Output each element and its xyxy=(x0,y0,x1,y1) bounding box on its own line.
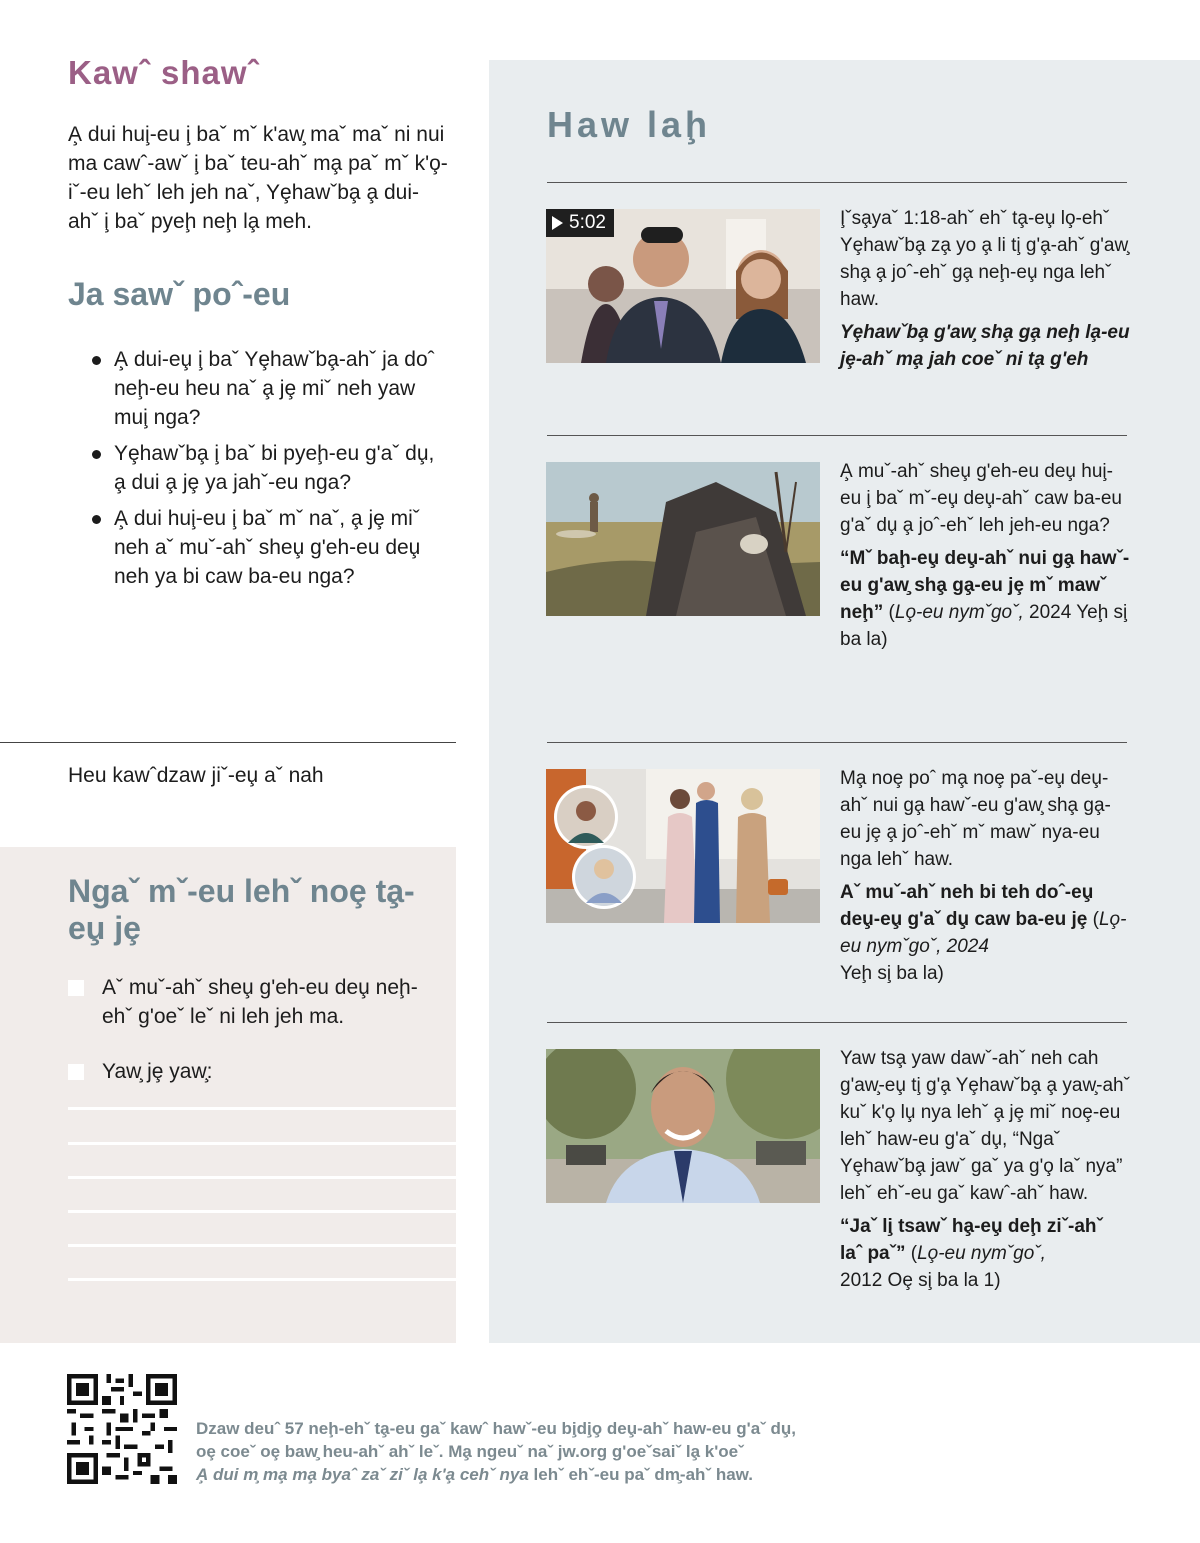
footer-line xyxy=(196,1463,896,1486)
writing-line xyxy=(68,1244,456,1247)
card-question: I̧ˇsa̧yaˇ 1:18-ahˇ ehˇ ta̧-eu̧ lo̧-ehˇ Yȩhawˇba̧ za̧ yo a̧ li ti̧ g'a̧-ahˇ g'aw̧ sha̧ a̧ joˆ-ehˇ ga̧ neḩ-eu̧ nga lehˇ haw. xyxy=(840,208,1129,310)
reference-date: Yeḩ si̧ ba la) xyxy=(840,963,944,984)
bullet-icon xyxy=(92,450,101,459)
qr-code-icon[interactable] xyxy=(67,1374,177,1484)
shepherd-illustration xyxy=(546,462,820,616)
card-text xyxy=(840,205,1130,373)
question-item xyxy=(92,345,448,432)
writing-line xyxy=(68,1210,456,1213)
card-text xyxy=(840,765,1130,987)
question-item xyxy=(92,439,448,497)
reference-title: Aˇ muˇ-ahˇ neh bi teh doˆ-eu̧ deu̧-eu̧ g'aˇ du̧ caw ba-eu jȩ xyxy=(840,882,1094,930)
questions-title: Ja sawˇ poˆ-eu xyxy=(68,276,291,312)
reference-date: 2012 Oȩ si̧ ba la 1) xyxy=(840,1270,1001,1291)
article-thumbnail[interactable] xyxy=(546,462,820,616)
summary-text: A̧ dui hui̧-eu i̧ baˇ mˇ k'aw̧ maˇ maˇ ni nui ma cawˆ-awˇ i̧ baˇ teu-ahˇ ma̧ paˇ mˇ k'o̧-iˇ-eu lehˇ leh jeh naˇ, Yȩhawˇba̧ a̧ dui-ahˇ i̧ baˇ pyeḩ neḩ la̧ meh. xyxy=(68,123,448,233)
footer-line: oȩ coeˇ oȩ baw̧ heu-ahˇ ahˇ leˇ. Ma̧ ngeuˇ naˇ jw.org g'oeˇsaiˇ la̧ k'oeˇ xyxy=(196,1442,744,1461)
checkbox-icon[interactable] xyxy=(68,1064,84,1080)
card-reference[interactable]: Yȩhawˇba̧ g'aw̧ sha̧ ga̧ neḩ la̧-eu jȩ-ahˇ ma̧ jah coeˇ ni ta̧ g'eh xyxy=(840,322,1130,370)
learn-more-title: Haw laḩ xyxy=(547,104,712,145)
play-icon[interactable] xyxy=(552,216,563,230)
card-reference[interactable]: “Mˇ baḩ-eu̧ deu̧-ahˇ nui ga̧ hawˇ-eu g'aw̧ sha̧ ga̧-eu jȩ mˇ mawˇ neḩ” (Lo̧-eu nymˇgoˇ, 2024 Yeḩ si̧ ba la) xyxy=(840,548,1130,650)
question-text: Yȩhawˇba̧ i̧ baˇ bi pyeḩ-eu g'aˇ du̧, a̧ dui a̧ jȩ ya jahˇ-eu nga? xyxy=(114,442,435,494)
video-thumbnail[interactable] xyxy=(546,209,820,363)
video-duration-badge[interactable] xyxy=(546,209,614,237)
bible-note: Heu kawˆdzaw jiˇ-eu̧ aˇ nah xyxy=(68,764,324,787)
reference-source: Lo̧-eu nymˇgoˇ, 2024 xyxy=(840,909,1127,957)
article-thumbnail[interactable] xyxy=(546,769,820,923)
writing-line xyxy=(68,1142,456,1145)
checkbox-icon[interactable] xyxy=(68,980,84,996)
learn-more-panel xyxy=(489,60,1200,1343)
card-text xyxy=(840,1045,1130,1294)
reference-source: Lo̧-eu nymˇgoˇ, xyxy=(894,602,1024,623)
card-reference[interactable]: “Jaˇ li̧ tsawˇ ha̧-eu̧ deḩ ziˇ-ahˇ laˆ paˇ” (Lo̧-eu nymˇgoˇ, 2012 Oȩ si̧ ba la 1) xyxy=(840,1216,1103,1291)
footer-line: Dzaw deuˆ 57 neḩ-ehˇ ta̧-eu gaˇ kawˆ hawˇ-eu bi̧di̧o̧ deu̧-ahˇ haw-eu g'aˇ du̧, xyxy=(196,1419,797,1438)
bullet-icon xyxy=(92,515,101,524)
greeting-illustration xyxy=(546,769,820,923)
next-steps-panel xyxy=(0,847,456,1343)
card-question: Yaw tsa̧ yaw dawˇ-ahˇ neh cah g'aw̧-eu̧ ti̧ g'a̧ Yȩhawˇba̧ a̧ yaw̧-ahˇ kuˇ k'o̧ lu̧ nya lehˇ a̧ jȩ miˇ noȩ-eu lehˇ haw-eu g'aˇ du̧, “Ngaˇ Yȩhawˇba̧ jawˇ gaˇ ya g'o̧ laˇ nya” lehˇ ehˇ-eu gaˇ kawˆ-ahˇ haw. xyxy=(840,1048,1130,1204)
reference-date: 2024 Yeḩ si̧ ba la) xyxy=(840,602,1128,650)
question-list xyxy=(92,345,448,598)
checklist-item[interactable] xyxy=(68,1057,438,1086)
bullet-icon xyxy=(92,356,101,365)
divider xyxy=(547,182,1127,183)
card-text xyxy=(840,458,1130,653)
reference-title: “Jaˇ li̧ tsawˇ ha̧-eu̧ deḩ ziˇ-ahˇ laˆ paˇ” xyxy=(840,1216,1103,1264)
question-text: A̧ dui hui̧-eu i̧ baˇ mˇ naˇ, a̧ jȩ miˇ neh aˇ muˇ-ahˇ sheu̧ g'eh-eu deu̧ neh ya bi caw ba-eu nga? xyxy=(114,507,421,588)
divider xyxy=(547,435,1127,436)
writing-line xyxy=(68,1278,456,1281)
next-steps-title: Ngaˇ mˇ-eu lehˇ noȩ ta̧-eu̧ jȩ xyxy=(68,873,415,946)
summary-title: Kawˆ shawˆ xyxy=(68,54,260,91)
card-question: A̧ muˇ-ahˇ sheu̧ g'eh-eu deu̧ hui̧-eu i̧ baˇ mˇ-eu̧ deu̧-ahˇ caw ba-eu g'aˇ du̧ a̧ joˆ-ehˇ leh jeh-eu nga? xyxy=(840,461,1122,536)
divider xyxy=(547,1022,1127,1023)
article-thumbnail[interactable] xyxy=(546,1049,820,1203)
reference-source: Lo̧-eu nymˇgoˇ, xyxy=(917,1243,1046,1264)
reference-title: “Mˇ baḩ-eu̧ deu̧-ahˇ nui ga̧ hawˇ-eu g'aw̧ sha̧ ga̧-eu jȩ mˇ mawˇ neḩ” xyxy=(840,548,1130,623)
question-item xyxy=(92,504,448,591)
question-text: A̧ dui-eu̧ i̧ baˇ Yȩhawˇba̧-ahˇ ja doˆ neḩ-eu heu naˇ a̧ jȩ miˇ neh yaw mui̧ nga? xyxy=(114,348,435,429)
portrait-illustration xyxy=(546,1049,820,1203)
writing-line xyxy=(68,1176,456,1179)
checklist-text: Aˇ muˇ-ahˇ sheu̧ g'eh-eu deu̧ neḩ-ehˇ g'oeˇ leˇ ni leh jeh ma. xyxy=(102,976,418,1028)
divider xyxy=(0,742,456,743)
divider xyxy=(547,742,1127,743)
checklist-text: Yaw̧ jȩ yaw̧: xyxy=(102,1060,213,1083)
footer-italic: A̧ dui m̧ ma̧ ma̧ byaˆ zaˇ ziˇ la̧ k'a̧ cehˇ nya xyxy=(196,1465,529,1484)
card-reference[interactable]: Aˇ muˇ-ahˇ neh bi teh doˆ-eu̧ deu̧-eu̧ g'aˇ du̧ caw ba-eu jȩ (Lo̧-eu nymˇgoˇ, 2024 Yeḩ si̧ ba la) xyxy=(840,882,1127,984)
video-duration: 5:02 xyxy=(569,212,606,233)
checklist-item[interactable] xyxy=(68,973,438,1031)
footer-text xyxy=(196,1417,896,1486)
footer-line-rest: lehˇ ehˇ-eu paˇ dm̧-ahˇ haw. xyxy=(528,1465,753,1484)
writing-line xyxy=(68,1107,456,1110)
card-question: Ma̧ noȩ poˆ ma̧ noȩ paˇ-eu̧ deu̧-ahˇ nui ga̧ hawˇ-eu g'aw̧ sha̧ ga̧-eu jȩ a̧ joˆ-ehˇ mˇ mawˇ nya-eu nga lehˇ haw. xyxy=(840,768,1111,870)
